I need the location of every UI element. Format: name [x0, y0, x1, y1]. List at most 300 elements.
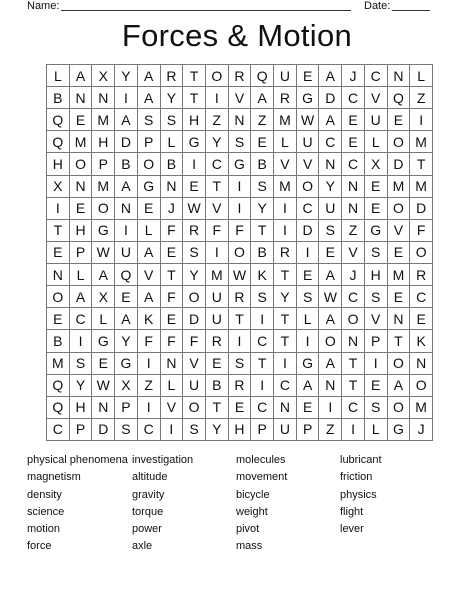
grid-cell[interactable]: Y — [161, 87, 184, 109]
grid-cell[interactable]: U — [319, 198, 342, 220]
grid-cell[interactable]: K — [410, 330, 433, 352]
grid-cell[interactable]: P — [138, 131, 161, 153]
grid-cell[interactable]: O — [297, 176, 320, 198]
grid-cell[interactable]: H — [365, 264, 388, 286]
grid-cell[interactable]: M — [388, 176, 411, 198]
grid-cell[interactable]: L — [161, 375, 184, 397]
word-list-item: axle — [132, 540, 153, 553]
grid-cell[interactable]: S — [365, 397, 388, 419]
grid-cell[interactable]: E — [251, 131, 274, 153]
grid-cell[interactable]: N — [161, 176, 184, 198]
grid-cell[interactable]: R — [161, 65, 184, 87]
grid-cell[interactable]: M — [70, 131, 93, 153]
grid-cell[interactable]: A — [138, 87, 161, 109]
grid-cell[interactable]: N — [92, 87, 115, 109]
grid-cell[interactable]: T — [342, 375, 365, 397]
grid-cell[interactable]: Y — [70, 375, 93, 397]
grid-cell[interactable]: X — [92, 65, 115, 87]
grid-cell[interactable]: I — [251, 375, 274, 397]
grid-cell[interactable]: O — [183, 286, 206, 308]
grid-cell[interactable]: T — [251, 220, 274, 242]
grid-cell[interactable]: Q — [47, 375, 70, 397]
grid-cell[interactable]: I — [161, 419, 184, 441]
grid-cell[interactable]: J — [342, 264, 365, 286]
grid-cell[interactable]: I — [206, 87, 229, 109]
date-label: Date: — [364, 0, 391, 12]
grid-cell[interactable]: W — [229, 264, 252, 286]
grid-cell[interactable]: N — [161, 353, 184, 375]
grid-cell[interactable]: I — [319, 397, 342, 419]
grid-cell[interactable]: G — [138, 176, 161, 198]
grid-cell[interactable]: T — [206, 176, 229, 198]
grid-cell[interactable]: C — [206, 153, 229, 175]
grid-cell[interactable]: T — [342, 353, 365, 375]
grid-cell[interactable]: O — [47, 286, 70, 308]
grid-cell[interactable]: L — [161, 131, 184, 153]
grid-cell[interactable]: C — [297, 198, 320, 220]
grid-cell[interactable]: F — [138, 330, 161, 352]
grid-cell[interactable]: T — [388, 330, 411, 352]
grid-cell[interactable]: L — [138, 220, 161, 242]
grid-cell[interactable]: Z — [251, 109, 274, 131]
grid-cell[interactable]: B — [47, 330, 70, 352]
grid-cell[interactable]: I — [297, 330, 320, 352]
grid-cell[interactable]: E — [410, 308, 433, 330]
grid-cell[interactable]: T — [229, 308, 252, 330]
grid-cell[interactable]: U — [365, 109, 388, 131]
grid-cell[interactable]: M — [274, 109, 297, 131]
grid-cell[interactable]: H — [70, 397, 93, 419]
grid-cell[interactable]: S — [365, 286, 388, 308]
grid-cell[interactable]: T — [183, 65, 206, 87]
grid-cell[interactable]: I — [229, 198, 252, 220]
grid-cell[interactable]: B — [251, 153, 274, 175]
grid-cell[interactable]: M — [388, 264, 411, 286]
grid-cell[interactable]: A — [92, 264, 115, 286]
grid-cell[interactable]: P — [115, 397, 138, 419]
grid-cell[interactable]: E — [115, 286, 138, 308]
grid-cell[interactable]: U — [297, 131, 320, 153]
grid-cell[interactable]: Z — [342, 220, 365, 242]
grid-cell[interactable]: O — [70, 153, 93, 175]
grid-cell[interactable]: C — [410, 286, 433, 308]
grid-cell[interactable]: O — [388, 198, 411, 220]
grid-cell[interactable]: Y — [183, 264, 206, 286]
grid-cell[interactable]: D — [115, 131, 138, 153]
grid-cell[interactable]: Q — [47, 109, 70, 131]
grid-cell[interactable]: P — [92, 153, 115, 175]
grid-cell[interactable]: T — [274, 264, 297, 286]
grid-cell[interactable]: O — [388, 131, 411, 153]
grid-cell[interactable]: Y — [274, 286, 297, 308]
grid-cell[interactable]: O — [388, 397, 411, 419]
grid-cell[interactable]: N — [47, 264, 70, 286]
grid-cell[interactable]: B — [206, 375, 229, 397]
grid-cell[interactable]: M — [274, 176, 297, 198]
grid-cell[interactable]: U — [115, 242, 138, 264]
grid-cell[interactable]: A — [138, 286, 161, 308]
grid-cell[interactable]: O — [342, 308, 365, 330]
grid-cell[interactable]: B — [251, 242, 274, 264]
grid-cell[interactable]: F — [410, 220, 433, 242]
grid-cell[interactable]: M — [47, 353, 70, 375]
grid-cell[interactable]: D — [92, 419, 115, 441]
grid-cell[interactable]: O — [92, 198, 115, 220]
grid-cell[interactable]: Q — [388, 87, 411, 109]
date-field-line[interactable] — [392, 10, 430, 11]
grid-cell[interactable]: E — [138, 198, 161, 220]
grid-cell[interactable]: G — [92, 220, 115, 242]
grid-cell[interactable]: U — [206, 286, 229, 308]
grid-cell[interactable]: S — [70, 353, 93, 375]
grid-cell[interactable]: Q — [115, 264, 138, 286]
word-list-item: friction — [340, 471, 373, 484]
grid-cell[interactable]: P — [70, 419, 93, 441]
grid-cell[interactable]: N — [342, 176, 365, 198]
grid-cell[interactable]: S — [183, 419, 206, 441]
grid-cell[interactable]: C — [47, 419, 70, 441]
grid-cell[interactable]: R — [206, 330, 229, 352]
grid-cell[interactable]: I — [115, 220, 138, 242]
word-list-item: gravity — [132, 488, 165, 501]
grid-cell[interactable]: I — [183, 153, 206, 175]
grid-cell[interactable]: G — [229, 153, 252, 175]
grid-cell[interactable]: O — [229, 242, 252, 264]
grid-cell[interactable]: P — [297, 419, 320, 441]
grid-cell[interactable]: I — [274, 198, 297, 220]
grid-cell[interactable]: O — [388, 353, 411, 375]
grid-cell[interactable]: T — [410, 153, 433, 175]
grid-cell[interactable]: K — [138, 308, 161, 330]
word-list — [27, 452, 457, 557]
grid-cell[interactable]: B — [161, 153, 184, 175]
grid-cell[interactable]: E — [70, 109, 93, 131]
grid-cell[interactable]: C — [138, 419, 161, 441]
grid-cell[interactable]: N — [410, 353, 433, 375]
grid-cell[interactable]: G — [92, 330, 115, 352]
grid-cell[interactable]: T — [274, 308, 297, 330]
grid-cell[interactable]: L — [92, 308, 115, 330]
grid-cell[interactable]: A — [70, 286, 93, 308]
grid-cell[interactable]: F — [161, 330, 184, 352]
grid-cell[interactable]: I — [251, 308, 274, 330]
grid-cell[interactable]: J — [410, 419, 433, 441]
grid-cell[interactable]: E — [92, 353, 115, 375]
grid-cell[interactable]: I — [229, 176, 252, 198]
grid-cell[interactable]: O — [183, 397, 206, 419]
grid-cell[interactable]: M — [410, 397, 433, 419]
grid-cell[interactable]: U — [274, 419, 297, 441]
grid-cell[interactable]: D — [410, 198, 433, 220]
grid-cell[interactable]: J — [161, 198, 184, 220]
grid-cell[interactable]: A — [388, 375, 411, 397]
grid-cell[interactable]: V — [206, 198, 229, 220]
grid-cell[interactable]: Z — [138, 375, 161, 397]
grid-cell[interactable]: I — [138, 397, 161, 419]
grid-cell[interactable]: P — [70, 242, 93, 264]
grid-cell[interactable]: G — [183, 131, 206, 153]
grid-cell[interactable]: N — [92, 397, 115, 419]
grid-cell[interactable]: I — [274, 220, 297, 242]
grid-cell[interactable]: T — [161, 264, 184, 286]
grid-cell[interactable]: C — [251, 397, 274, 419]
grid-cell[interactable]: I — [70, 330, 93, 352]
grid-cell[interactable]: T — [274, 330, 297, 352]
grid-cell[interactable]: U — [274, 65, 297, 87]
grid-cell[interactable]: V — [365, 87, 388, 109]
grid-cell[interactable]: R — [274, 87, 297, 109]
grid-cell[interactable]: R — [229, 65, 252, 87]
grid-cell[interactable]: J — [342, 65, 365, 87]
grid-cell[interactable]: X — [92, 286, 115, 308]
grid-cell[interactable]: E — [319, 242, 342, 264]
grid-cell[interactable]: E — [47, 242, 70, 264]
grid-cell[interactable]: L — [365, 131, 388, 153]
grid-cell[interactable]: R — [274, 242, 297, 264]
grid-cell[interactable]: H — [183, 109, 206, 131]
grid-cell[interactable]: G — [297, 353, 320, 375]
grid-cell[interactable]: C — [342, 397, 365, 419]
grid-cell[interactable]: M — [206, 264, 229, 286]
word-list-item: pivot — [236, 523, 260, 536]
grid-cell[interactable]: Y — [251, 198, 274, 220]
grid-cell[interactable]: C — [342, 153, 365, 175]
grid-cell[interactable]: Z — [206, 109, 229, 131]
grid-cell[interactable]: N — [388, 308, 411, 330]
grid-cell[interactable]: D — [183, 308, 206, 330]
grid-cell[interactable]: A — [70, 65, 93, 87]
word-list-item: molecules — [236, 454, 286, 466]
grid-cell[interactable]: I — [229, 330, 252, 352]
grid-cell[interactable]: E — [365, 198, 388, 220]
grid-cell[interactable]: V — [229, 87, 252, 109]
grid-cell[interactable]: C — [274, 375, 297, 397]
word-list-item: magnetism — [27, 471, 81, 484]
grid-cell[interactable]: Y — [206, 131, 229, 153]
grid-cell[interactable]: X — [115, 375, 138, 397]
grid-cell[interactable]: E — [297, 264, 320, 286]
grid-cell[interactable]: E — [342, 109, 365, 131]
grid-cell[interactable]: I — [297, 242, 320, 264]
grid-cell[interactable]: A — [319, 353, 342, 375]
grid-cell[interactable]: V — [138, 264, 161, 286]
grid-cell[interactable]: S — [229, 131, 252, 153]
grid-cell[interactable]: N — [229, 109, 252, 131]
grid-cell[interactable]: N — [274, 397, 297, 419]
grid-cell[interactable]: E — [388, 286, 411, 308]
grid-cell[interactable]: E — [47, 308, 70, 330]
grid-cell[interactable]: Z — [319, 419, 342, 441]
grid-cell[interactable]: I — [274, 353, 297, 375]
grid-cell[interactable]: I — [410, 109, 433, 131]
grid-cell[interactable]: W — [92, 242, 115, 264]
grid-cell[interactable]: T — [206, 397, 229, 419]
grid-cell[interactable]: S — [115, 419, 138, 441]
grid-cell[interactable]: Y — [206, 419, 229, 441]
grid-cell[interactable]: E — [297, 65, 320, 87]
grid-cell[interactable]: Q — [47, 397, 70, 419]
grid-cell[interactable]: H — [229, 419, 252, 441]
grid-cell[interactable]: Z — [410, 87, 433, 109]
grid-cell[interactable]: G — [388, 419, 411, 441]
grid-cell[interactable]: N — [70, 87, 93, 109]
grid-cell[interactable]: R — [410, 264, 433, 286]
grid-cell[interactable]: W — [297, 109, 320, 131]
grid-cell[interactable]: D — [388, 153, 411, 175]
grid-cell[interactable]: A — [115, 308, 138, 330]
grid-cell[interactable]: N — [319, 375, 342, 397]
grid-cell[interactable]: N — [319, 153, 342, 175]
grid-cell[interactable]: S — [365, 242, 388, 264]
grid-cell[interactable]: A — [115, 109, 138, 131]
grid-cell[interactable]: F — [161, 220, 184, 242]
grid-cell[interactable]: P — [365, 330, 388, 352]
grid-cell[interactable]: Y — [319, 176, 342, 198]
grid-cell[interactable]: C — [342, 286, 365, 308]
grid-cell[interactable]: L — [410, 65, 433, 87]
grid-cell[interactable]: N — [70, 176, 93, 198]
grid-cell[interactable]: E — [388, 109, 411, 131]
grid-cell[interactable]: X — [47, 176, 70, 198]
grid-cell[interactable]: R — [229, 286, 252, 308]
grid-cell[interactable]: H — [70, 220, 93, 242]
grid-cell[interactable]: M — [410, 176, 433, 198]
grid-cell[interactable]: A — [319, 308, 342, 330]
grid-cell[interactable]: L — [365, 419, 388, 441]
grid-cell[interactable]: S — [251, 176, 274, 198]
grid-cell[interactable]: T — [251, 353, 274, 375]
grid-cell[interactable]: W — [319, 286, 342, 308]
name-field-line[interactable] — [61, 10, 351, 11]
grid-cell[interactable]: H — [92, 131, 115, 153]
grid-cell[interactable]: E — [365, 176, 388, 198]
grid-cell[interactable]: I — [47, 198, 70, 220]
grid-cell[interactable]: E — [161, 242, 184, 264]
grid-cell[interactable]: U — [206, 308, 229, 330]
grid-cell[interactable]: C — [319, 131, 342, 153]
grid-cell[interactable]: S — [183, 242, 206, 264]
grid-cell[interactable]: T — [183, 87, 206, 109]
grid-cell[interactable]: N — [342, 330, 365, 352]
grid-cell[interactable]: S — [251, 286, 274, 308]
grid-cell[interactable]: S — [161, 109, 184, 131]
grid-cell[interactable]: C — [251, 330, 274, 352]
grid-cell[interactable]: U — [183, 375, 206, 397]
grid-cell[interactable]: V — [274, 153, 297, 175]
grid-cell[interactable]: G — [297, 87, 320, 109]
grid-cell[interactable]: M — [410, 131, 433, 153]
grid-cell[interactable]: V — [297, 153, 320, 175]
grid-cell[interactable]: H — [47, 153, 70, 175]
grid-cell[interactable]: E — [342, 131, 365, 153]
grid-cell[interactable]: A — [319, 65, 342, 87]
grid-cell[interactable]: I — [365, 353, 388, 375]
grid-cell[interactable]: V — [161, 397, 184, 419]
grid-cell[interactable]: R — [183, 220, 206, 242]
grid-cell[interactable]: A — [138, 242, 161, 264]
grid-cell[interactable]: E — [229, 397, 252, 419]
grid-cell[interactable]: S — [138, 109, 161, 131]
grid-cell[interactable]: X — [365, 153, 388, 175]
grid-cell[interactable]: M — [92, 176, 115, 198]
grid-cell[interactable]: I — [206, 242, 229, 264]
grid-cell[interactable]: F — [229, 220, 252, 242]
grid-cell[interactable]: V — [388, 220, 411, 242]
grid-cell[interactable]: D — [319, 87, 342, 109]
grid-cell[interactable]: A — [319, 109, 342, 131]
grid-cell[interactable]: I — [342, 419, 365, 441]
grid-cell[interactable]: E — [70, 198, 93, 220]
grid-cell[interactable]: P — [251, 419, 274, 441]
grid-cell[interactable]: F — [161, 286, 184, 308]
grid-cell[interactable]: O — [410, 242, 433, 264]
grid-cell[interactable]: O — [206, 65, 229, 87]
grid-cell[interactable]: G — [365, 220, 388, 242]
grid-cell[interactable]: I — [138, 353, 161, 375]
grid-cell[interactable]: A — [319, 264, 342, 286]
grid-cell[interactable]: W — [92, 375, 115, 397]
word-list-item: weight — [236, 505, 268, 518]
grid-cell[interactable]: S — [297, 286, 320, 308]
grid-cell[interactable]: E — [206, 353, 229, 375]
grid-cell[interactable]: E — [161, 308, 184, 330]
grid-cell[interactable]: L — [274, 131, 297, 153]
grid-cell[interactable]: S — [319, 220, 342, 242]
grid-cell[interactable]: Q — [251, 65, 274, 87]
grid-cell[interactable]: Q — [47, 131, 70, 153]
grid-cell[interactable]: C — [342, 87, 365, 109]
grid-cell[interactable]: A — [138, 65, 161, 87]
grid-cell[interactable]: S — [229, 353, 252, 375]
grid-cell[interactable]: A — [115, 176, 138, 198]
grid-cell[interactable]: O — [319, 330, 342, 352]
grid-cell[interactable]: M — [92, 109, 115, 131]
grid-cell[interactable]: A — [251, 87, 274, 109]
grid-cell[interactable]: L — [47, 65, 70, 87]
grid-cell[interactable]: N — [388, 65, 411, 87]
grid-cell[interactable]: T — [47, 220, 70, 242]
grid-cell[interactable]: V — [342, 242, 365, 264]
grid-cell[interactable]: V — [365, 308, 388, 330]
grid-cell[interactable]: L — [70, 264, 93, 286]
grid-cell[interactable]: Y — [115, 330, 138, 352]
grid-cell[interactable]: N — [342, 198, 365, 220]
grid-cell[interactable]: W — [183, 198, 206, 220]
grid-cell[interactable]: L — [297, 308, 320, 330]
grid-cell[interactable]: E — [297, 397, 320, 419]
grid-cell[interactable]: C — [365, 65, 388, 87]
grid-cell[interactable]: C — [70, 308, 93, 330]
grid-cell[interactable]: E — [388, 242, 411, 264]
grid-cell[interactable]: F — [183, 330, 206, 352]
grid-cell[interactable]: F — [206, 220, 229, 242]
grid-cell[interactable]: V — [183, 353, 206, 375]
grid-cell[interactable]: R — [229, 375, 252, 397]
grid-cell[interactable]: I — [115, 87, 138, 109]
grid-cell[interactable]: O — [138, 153, 161, 175]
grid-cell[interactable]: E — [183, 176, 206, 198]
grid-cell[interactable]: B — [47, 87, 70, 109]
grid-cell[interactable]: B — [115, 153, 138, 175]
grid-cell[interactable]: A — [297, 375, 320, 397]
grid-cell[interactable]: O — [410, 375, 433, 397]
grid-cell[interactable]: G — [115, 353, 138, 375]
grid-cell[interactable]: Y — [115, 65, 138, 87]
grid-cell[interactable]: K — [251, 264, 274, 286]
grid-cell[interactable]: E — [365, 375, 388, 397]
grid-cell[interactable]: N — [115, 198, 138, 220]
grid-cell[interactable]: D — [297, 220, 320, 242]
